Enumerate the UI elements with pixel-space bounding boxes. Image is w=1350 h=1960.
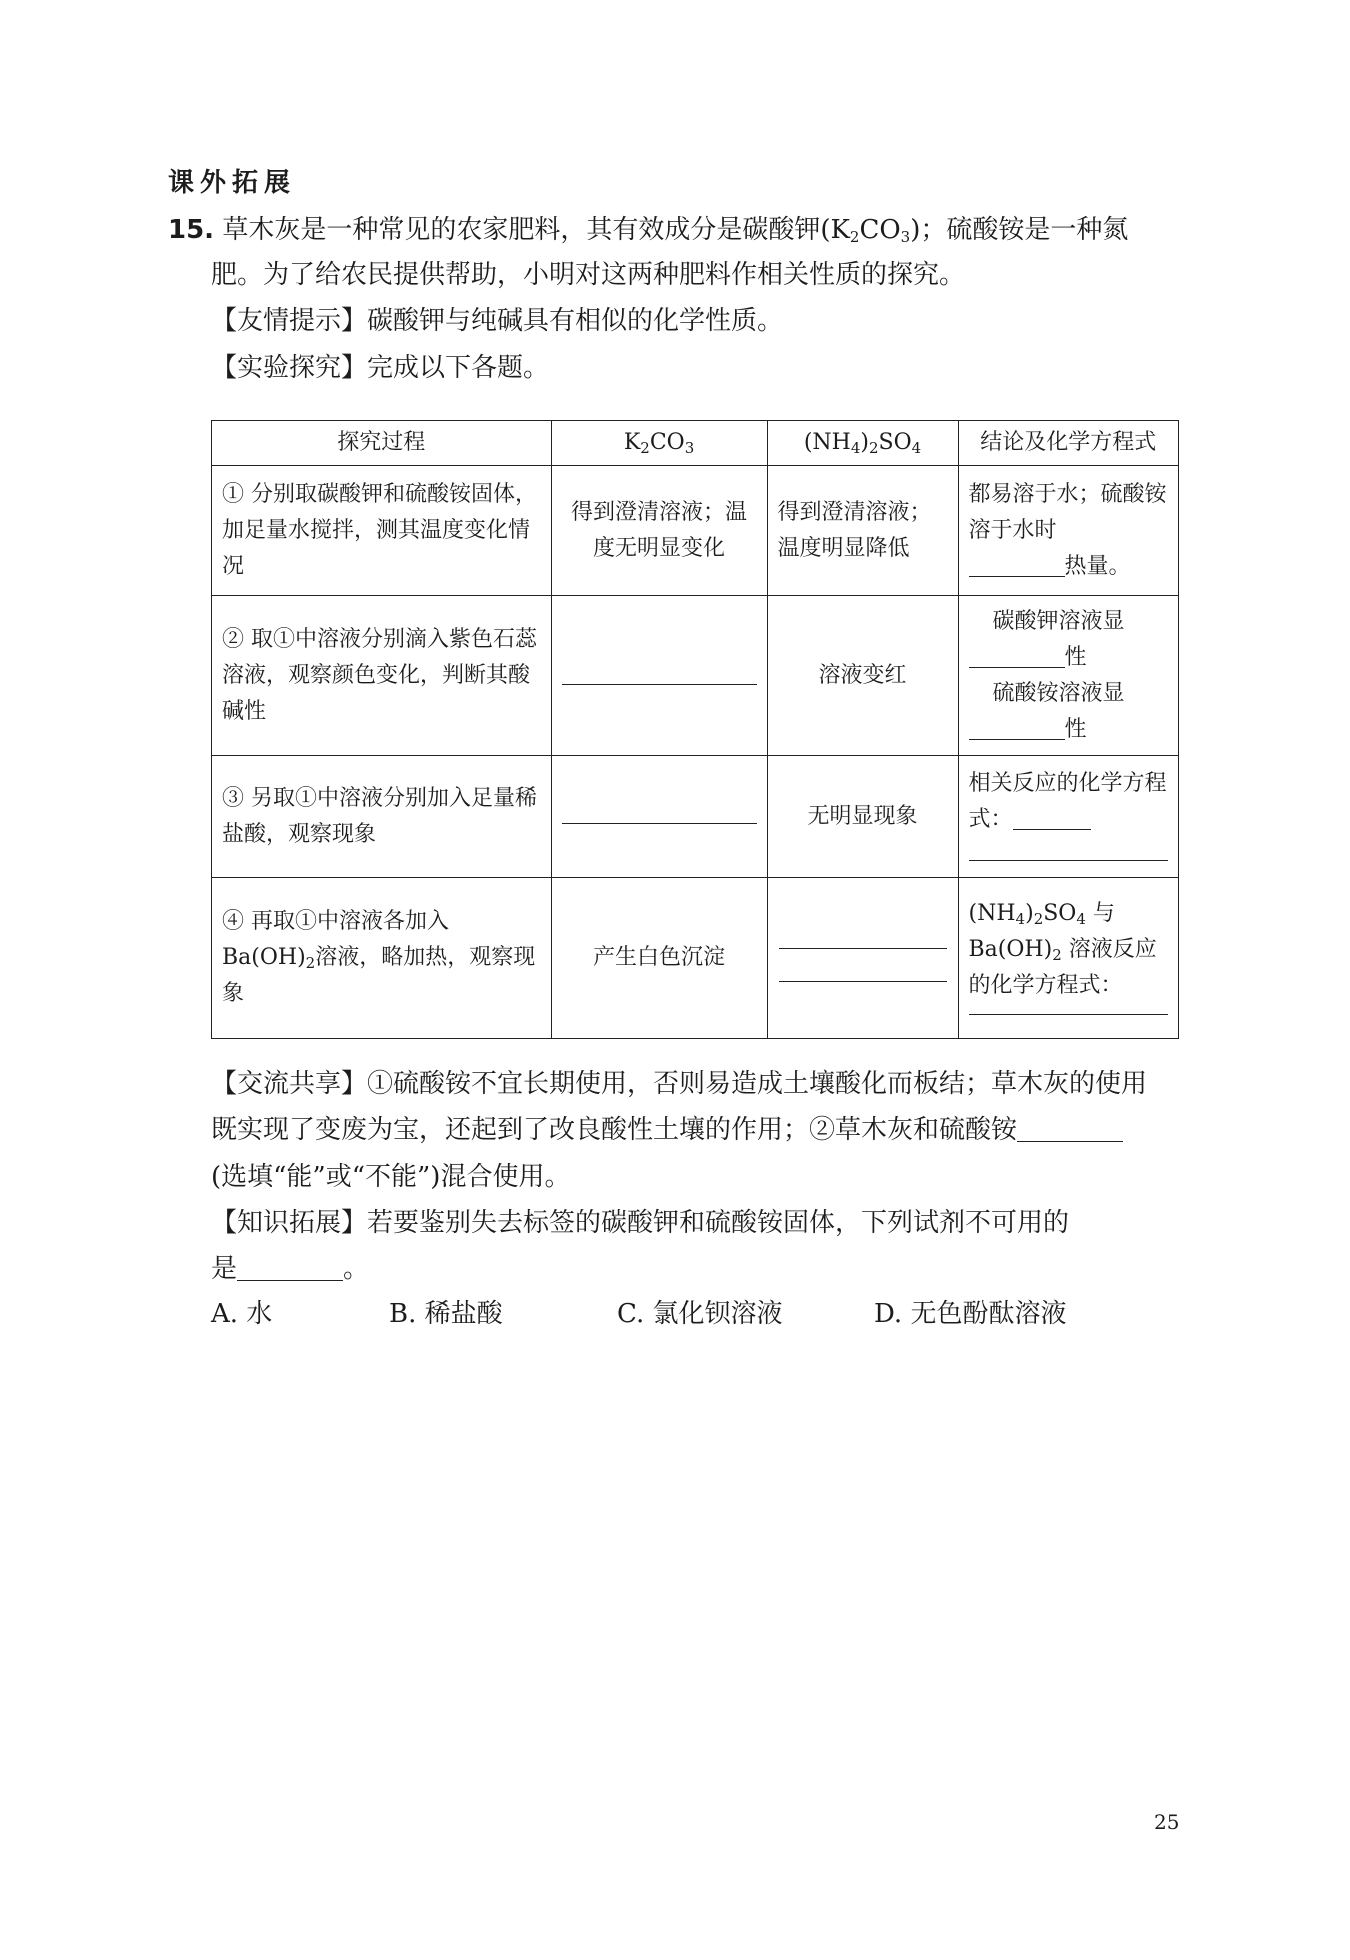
row4-conclusion: $(NH_4)_2SO_4$ 与$Ba(OH)_2$ 溶液反应的化学方程式：	[958, 878, 1178, 1039]
option-a[interactable]: A. 水	[211, 1299, 273, 1329]
share-line2: 既实现了变废为宝，还起到了改良酸性土壤的作用；②草木灰和硫酸铵	[211, 1112, 1123, 1148]
experiment-table	[211, 420, 1179, 1039]
answer-blank[interactable]	[1017, 1141, 1123, 1142]
answer-blank[interactable]	[969, 860, 1168, 861]
page-number: 25	[1154, 1810, 1180, 1834]
experiment-text: 【实验探究】完成以下各题。	[211, 353, 550, 383]
share-line3: (选填“能”或“不能”)混合使用。	[211, 1162, 571, 1192]
question-intro-line2: 肥。为了给农民提供帮助，小明对这两种肥料作相关性质的探究。	[211, 260, 966, 290]
section-title: 课外拓展	[168, 168, 297, 198]
row4-nh4so4	[767, 878, 958, 1039]
table-row	[212, 756, 1179, 878]
share-line1: 【交流共享】①硫酸铵不宜长期使用，否则易造成土壤酸化而板结；草木灰的使用	[211, 1069, 1148, 1099]
row4-k2co3: 产生白色沉淀	[551, 878, 767, 1039]
header-process: 探究过程	[212, 421, 552, 466]
answer-blank[interactable]	[969, 1014, 1168, 1015]
row1-k2co3: 得到澄清溶液；温度无明显变化	[551, 466, 767, 596]
row2-k2co3	[551, 596, 767, 756]
header-k2co3: $K_2CO_3$	[551, 421, 767, 466]
row3-process: ③ 另取①中溶液分别加入足量稀盐酸，观察现象	[212, 756, 552, 878]
table-row	[212, 466, 1179, 596]
answer-blank[interactable]	[969, 667, 1065, 668]
row1-nh4so4: 得到澄清溶液；温度明显降低	[767, 466, 958, 596]
option-d[interactable]: D. 无色酚酞溶液	[874, 1299, 1067, 1329]
table-header-row	[212, 421, 1179, 466]
table-row	[212, 596, 1179, 756]
row2-process: ② 取①中溶液分别滴入紫色石蕊溶液，观察颜色变化，判断其酸碱性	[212, 596, 552, 756]
row2-nh4so4: 溶液变红	[767, 596, 958, 756]
row1-process: ① 分别取碳酸钾和硫酸铵固体，加足量水搅拌，测其温度变化情况	[212, 466, 552, 596]
option-b[interactable]: B. 稀盐酸	[389, 1299, 503, 1329]
answer-blank[interactable]	[237, 1280, 343, 1281]
row3-k2co3	[551, 756, 767, 878]
answer-blank[interactable]	[562, 684, 757, 685]
question-intro-line1: 15. 草木灰是一种常见的农家肥料，其有效成分是碳酸钾$(K_2CO_3)$；硫酸铵是一种氮	[168, 215, 1129, 246]
row3-nh4so4: 无明显现象	[767, 756, 958, 878]
knowledge-line2: 是 。	[211, 1254, 370, 1284]
answer-blank[interactable]	[1013, 829, 1091, 830]
table-row	[212, 878, 1179, 1039]
header-nh4so4: $(NH_4)_2SO_4$	[767, 421, 958, 466]
option-c[interactable]: C. 氯化钡溶液	[617, 1299, 783, 1329]
answer-blank[interactable]	[779, 981, 947, 982]
row2-conclusion: 碳酸钾溶液显 性 硫酸铵溶液显 性	[958, 596, 1178, 756]
hint-text: 【友情提示】碳酸钾与纯碱具有相似的化学性质。	[211, 306, 784, 336]
question-number: 15.	[168, 215, 215, 245]
answer-blank[interactable]	[562, 823, 757, 824]
row1-conclusion: 都易溶于水；硫酸铵溶于水时 热量。	[958, 466, 1178, 596]
header-conclusion: 结论及化学方程式	[958, 421, 1178, 466]
answer-blank[interactable]	[779, 948, 947, 949]
answer-blank[interactable]	[969, 739, 1065, 740]
knowledge-line1: 【知识拓展】若要鉴别失去标签的碳酸钾和硫酸铵固体，下列试剂不可用的	[211, 1208, 1070, 1238]
row3-conclusion: 相关反应的化学方程式：	[958, 756, 1178, 878]
answer-blank[interactable]	[969, 576, 1065, 577]
row4-process: ④ 再取①中溶液各加入$Ba(OH)_2$溶液，略加热，观察现象	[212, 878, 552, 1039]
